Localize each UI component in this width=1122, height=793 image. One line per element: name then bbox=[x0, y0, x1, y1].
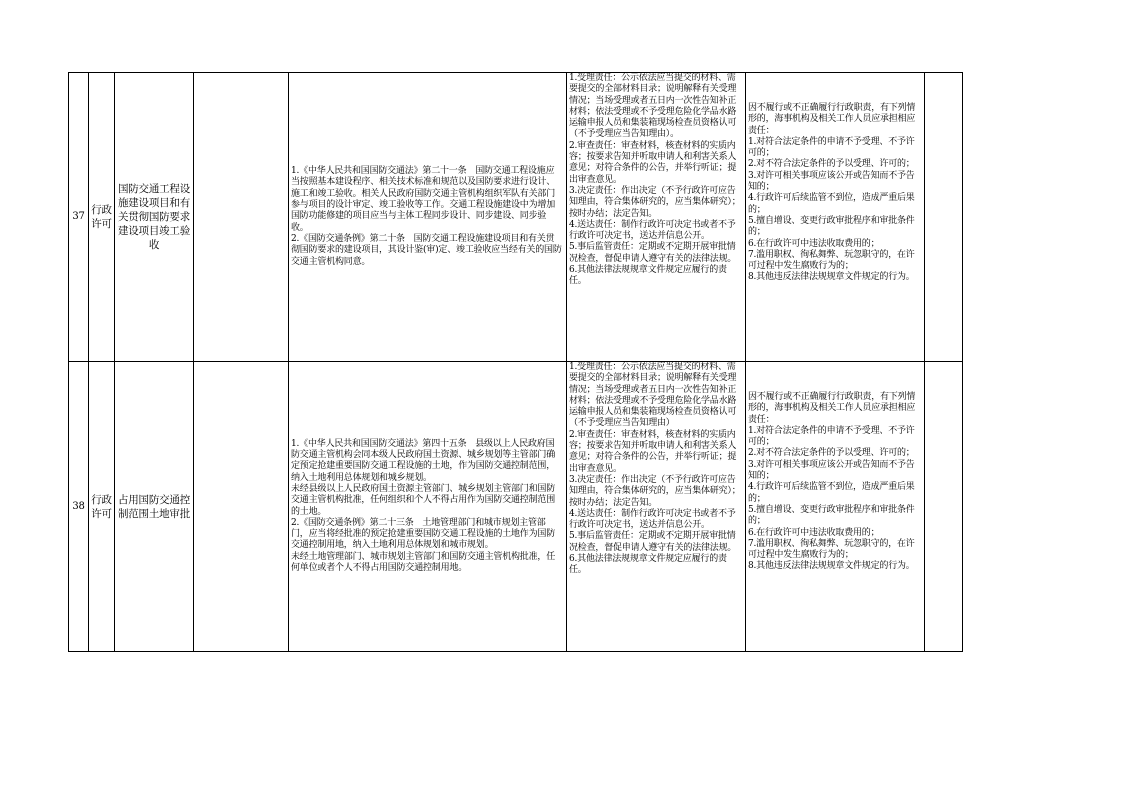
power-list-table bbox=[68, 72, 963, 652]
responsibility-items: 1.受理责任：公示依法应当提交的材料、需要提交的全部材料目录；说明解释有关受理情况；当场受理或者五日内一次性告知补正材料；依法受理或不予受理危险化学品水路运输申报人员和集装箱现场检查员资格认可（不予受理应当告知理由）。 2.审查责任：审查材料，核查材料的实质内容；按要求告知并听取申请人和利害关系人意见；对符合条件的公告，并举行听证；提出审查意见。 3.决定责任：作出决定（不予行政许可应告知理由，符合集体研究的，应当集体研究）；按时办结；法定告知。 4.送达责任：制作行政许可决定书或者不予行政许可决定书，送达并信息公开。 5.事后监管责任：定期或不定期开展审批情况检查，督促申请人遵守有关的法律法规。 6.其他法律法规规章文件规定应履行的责任。 bbox=[567, 73, 746, 362]
sub-item bbox=[194, 73, 289, 362]
responsibility-items: 1.受理责任：公示依法应当提交的材料、需要提交的全部材料目录；说明解释有关受理情况；当场受理或者五日内一次性告知补正材料；依法受理或不予受理危险化学品水路运输申报人员和集装箱现场检查员资格认可（不予受理应当告知理由） 2.审查责任：审查材料，核查材料的实质内容；按要求告知并听取申请人和利害关系人意见；对符合条件的公告，并举行听证；提出审查意见。 3.决定责任：作出决定（不予行政许可应告知理由，符合集体研究的，应当集体研究）；按时办结；法定告知。 4.送达责任：制作行政许可决定书或者不予行政许可决定书，送达并信息公开。 5.事后监管责任：定期或不定期开展审批情况检查，督促申请人遵守有关的法律法规。 6.其他法律法规规章文件规定应履行的责任。 bbox=[567, 362, 746, 652]
legal-basis: 1.《中华人民共和国国防交通法》第二十一条 国防交通工程设施应当按照基本建设程序、相关技术标准和规范以及国防要求进行设计、施工和竣工验收。相关人民政府国防交通主管机构组织军队有关部门参与项目的设计审定、竣工验收等工作。交通工程设施建设中为增加国防功能修建的项目应当与主体工程同步设计、同步建设、同步验收。 2.《国防交通条例》第二十条 国防交通工程设施建设项目和有关贯彻国防要求的建设项目，其设计鉴(审)定、竣工验收应当经有关的国防交通主管机构同意。 bbox=[289, 73, 567, 362]
power-type: 行政 许可 bbox=[89, 73, 115, 362]
legal-basis: 1.《中华人民共和国国防交通法》第四十五条 县级以上人民政府国防交通主管机构会同本级人民政府国土资源、城乡规划等主管部门确定预定抢建重要国防交通工程设施的土地，作为国防交通控制范围，纳入土地利用总体规划和城乡规划。 未经县级以上人民政府国土资源主管部门、城乡规划主管部门和国防交通主管机构批准，任何组织和个人不得占用作为国防交通控制范围的土地。 2.《国防交通条例》第二十三条 土地管理部门和城市规划主管部门，应当将经批准的预定抢建重要国防交通工程设施的土地作为国防交通控制用地，纳入土地利用总体规划和城市规划。 未经土地管理部门、城市规划主管部门和国防交通主管机构批准，任何单位或者个人不得占用国防交通控制用地。 bbox=[289, 362, 567, 652]
row-number: 38 bbox=[69, 362, 89, 652]
item-name: 占用国防交通控制范围土地审批 bbox=[115, 362, 194, 652]
item-name: 国防交通工程设施建设项目和有关贯彻国防要求建设项目竣工验收 bbox=[115, 73, 194, 362]
accountability-items: 因不履行或不正确履行行政职责，有下列情形的，海事机构及相关工作人员应承担相应责任： 1.对符合法定条件的申请不予受理、不予许可的； 2.对不符合法定条件的予以受理、许可的； 3.对许可相关事项应该公开或告知而不予告知的； 4.行政许可后续监管不到位，造成严重后果的； 5.擅自增设、变更行政审批程序和审批条件的； 6.在行政许可中违法收取费用的； 7.滥用职权、徇私舞弊、玩忽职守的，在许可过程中发生腐败行为的； 8.其他违反法律法规规章文件规定的行为。 bbox=[748, 392, 916, 572]
accountability-cell bbox=[746, 73, 925, 362]
power-type: 行政 许可 bbox=[89, 362, 115, 652]
accountability-cell bbox=[746, 362, 925, 652]
accountability-items: 因不履行或不正确履行行政职责，有下列情形的，海事机构及相关工作人员应承担相应责任： 1.对符合法定条件的申请不予受理、不予许可的； 2.对不符合法定条件的予以受理、许可的； 3.对许可相关事项应该公开或告知而不予告知的； 4.行政许可后续监管不到位，造成严重后果的； 5.擅自增设、变更行政审批程序和审批条件的； 6.在行政许可中违法收取费用的； 7.滥用职权、徇私舞弊、玩忽职守的，在许可过程中发生腐败行为的； 8.其他违反法律法规规章文件规定的行为。 bbox=[748, 103, 916, 283]
sub-item bbox=[194, 362, 289, 652]
remarks bbox=[925, 362, 963, 652]
row-number: 37 bbox=[69, 73, 89, 362]
table-row bbox=[69, 73, 963, 362]
table-row bbox=[69, 362, 963, 652]
remarks bbox=[925, 73, 963, 362]
